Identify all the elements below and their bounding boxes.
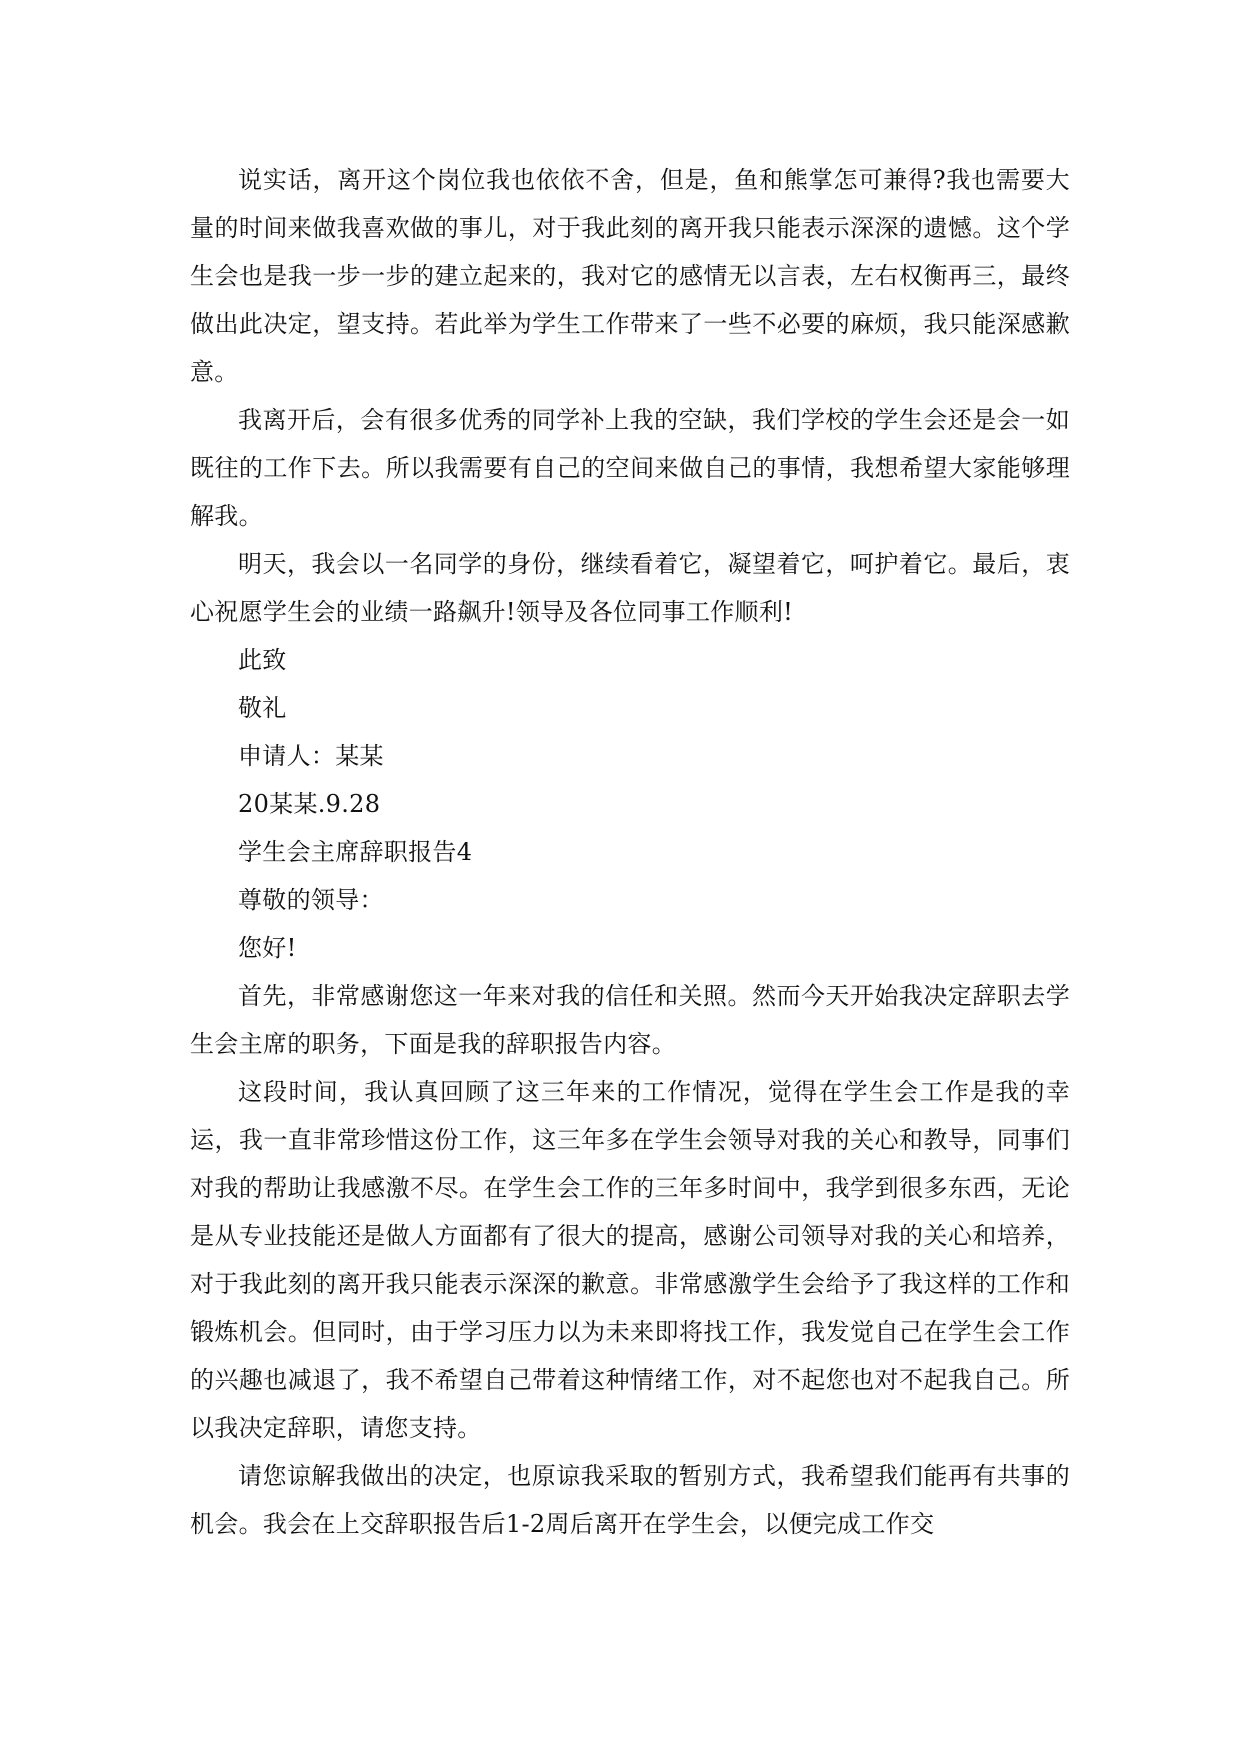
paragraph-best-wishes: 明天，我会以一名同学的身份，继续看着它，凝望着它，呵护着它。最后，衷心祝愿学生会的业绩一路飙升!领导及各位同事工作顺利! [190,550,1070,626]
paragraph-reluctance: 说实话，离开这个岗位我也依依不舍，但是，鱼和熊掌怎可兼得?我也需要大量的时间来做我喜欢做的事儿，对于我此刻的离开我只能表示深深的遗憾。这个学生会也是我一步一步的建立起来的，我对它的感情无以言表，左右权衡再三，最终做出此决定，望支持。若此举为学生工作带来了一些不必要的麻烦，我只能深感歉意。 [190,166,1070,386]
date-line: 20某某.9.28 [238,790,381,818]
paragraph-understanding: 请您谅解我做出的决定，也原谅我采取的暂别方式，我希望我们能再有共事的机会。我会在上交辞职报告后1-2周后离开在学生会，以便完成工作交 [190,1462,1070,1538]
greeting-recipient: 尊敬的领导： [238,886,384,914]
closing-salutation: 此致 [238,646,287,674]
closing-regards: 敬礼 [238,694,287,722]
section-title: 学生会主席辞职报告4 [238,838,473,866]
document-body [190,156,1070,1548]
greeting-hello: 您好! [238,934,297,962]
paragraph-after-leaving: 我离开后，会有很多优秀的同学补上我的空缺，我们学校的学生会还是会一如既往的工作下去。所以我需要有自己的空间来做自己的事情，我想希望大家能够理解我。 [190,406,1070,530]
applicant-line: 申请人：某某 [238,742,384,770]
paragraph-review: 这段时间，我认真回顾了这三年来的工作情况，觉得在学生会工作是我的幸运，我一直非常珍惜这份工作，这三年多在学生会领导对我的关心和教导，同事们对我的帮助让我感激不尽。在学生会工作的三年多时间中，我学到很多东西，无论是从专业技能还是做人方面都有了很大的提高，感谢公司领导对我的关心和培养，对于我此刻的离开我只能表示深深的歉意。非常感激学生会给予了我这样的工作和锻炼机会。但同时，由于学习压力以为未来即将找工作，我发觉自己在学生会工作的兴趣也减退了，我不希望自己带着这种情绪工作，对不起您也对不起我自己。所以我决定辞职，请您支持。 [190,1078,1070,1442]
paragraph-thanks: 首先，非常感谢您这一年来对我的信任和关照。然而今天开始我决定辞职去学生会主席的职务，下面是我的辞职报告内容。 [190,982,1070,1058]
